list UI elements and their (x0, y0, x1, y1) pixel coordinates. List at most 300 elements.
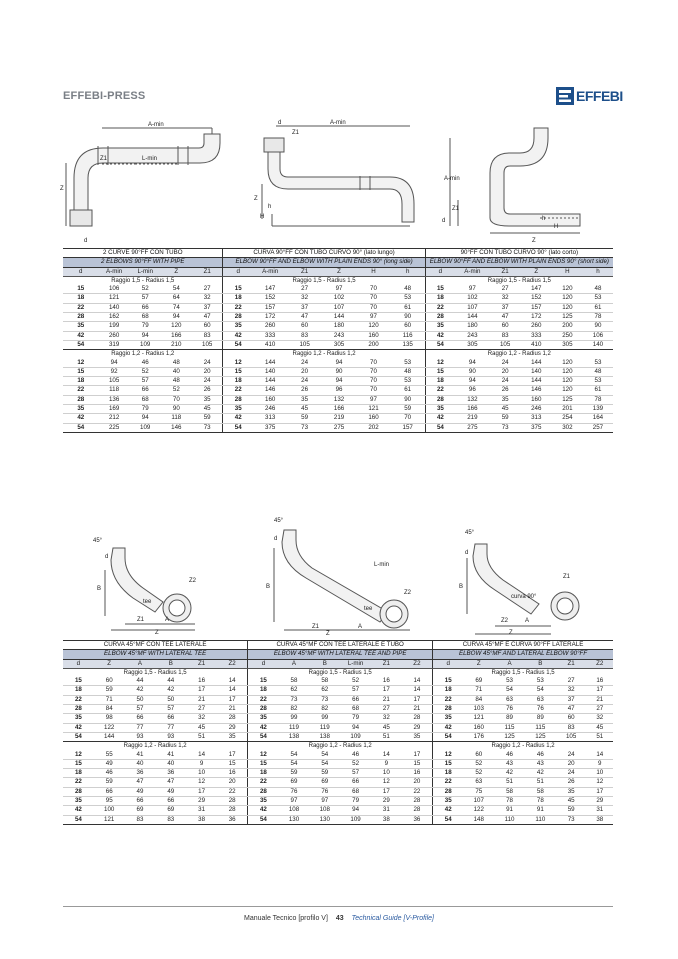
table-cell: 120 (552, 285, 583, 294)
table-cell: 302 (552, 423, 583, 432)
table-cell: 15 (248, 759, 279, 768)
table-cell: 40 (125, 759, 156, 768)
table-cell: 15 (402, 759, 433, 768)
table-cell: 144 (94, 732, 125, 741)
table-cell: 76 (525, 705, 556, 714)
label-z2: Z2 (404, 590, 412, 596)
table-row (63, 359, 613, 368)
table-cell: 140 (521, 367, 552, 376)
table-cell: 41 (155, 751, 186, 760)
table-cell: 169 (99, 405, 130, 414)
table-cell: 20 (217, 778, 248, 787)
table-cell: 100 (94, 806, 125, 815)
label-tee: tee (143, 599, 152, 605)
table-cell: 152 (253, 294, 287, 303)
table-cell: 63 (525, 695, 556, 704)
table-cell: 44 (125, 677, 156, 686)
table2-title-1: CURVA 45°MF CON TEE LATERALE (63, 641, 248, 650)
table-row (63, 340, 613, 349)
table-cell: 22 (223, 303, 253, 312)
table-cell: 90 (583, 322, 613, 331)
column-header: Z (322, 267, 356, 276)
table-cell: 24 (556, 769, 587, 778)
table-cell: 53 (583, 359, 613, 368)
table-cell: 31 (371, 806, 402, 815)
table-cell: 12 (587, 778, 613, 787)
table1-subtitle-2: ELBOW 90°FF AND ELBOW WITH PLAIN ENDS 90° (long side) (223, 258, 425, 267)
table-cell: 83 (490, 331, 521, 340)
table-cell: 28 (433, 705, 464, 714)
table-cell: 27 (556, 677, 587, 686)
table-cell: 166 (161, 331, 192, 340)
column-header: L-min (340, 659, 371, 668)
table-cell: 90 (322, 367, 356, 376)
label-angle: 45° (465, 530, 475, 536)
table-row (63, 705, 613, 714)
table-cell: 59 (94, 778, 125, 787)
table-cell: 110 (525, 815, 556, 824)
table-cell: 160 (521, 395, 552, 404)
table-cell: 68 (340, 787, 371, 796)
table-cell: 144 (253, 377, 287, 386)
label-z1: Z1 (563, 574, 571, 580)
table-cell: 52 (130, 285, 161, 294)
table2-subtitle-1: ELBOW 45°MF WITH LATERAL TEE (63, 650, 248, 659)
table-cell: 35 (63, 322, 99, 331)
label-z: Z (326, 631, 330, 636)
table-cell: 32 (556, 686, 587, 695)
table-cell: 9 (587, 759, 613, 768)
table-cell: 76 (309, 787, 340, 796)
label-l-min: L-min (374, 562, 390, 568)
table-cell: 146 (253, 386, 287, 395)
table-cell: 146 (161, 423, 192, 432)
column-header: h (391, 267, 425, 276)
table-cell: 32 (371, 714, 402, 723)
table-cell: 97 (356, 395, 390, 404)
table-cell: 54 (494, 686, 525, 695)
table-cell: 54 (425, 423, 455, 432)
table-cell: 53 (525, 677, 556, 686)
table-cell: 120 (552, 367, 583, 376)
table-cell: 66 (340, 778, 371, 787)
table-cell: 58 (525, 787, 556, 796)
table-cell: 58 (279, 677, 310, 686)
table-cell: 17 (217, 751, 248, 760)
column-header: A (125, 659, 156, 668)
table-cell: 48 (391, 367, 425, 376)
column-header: Z1 (556, 659, 587, 668)
table-cell: 115 (494, 723, 525, 732)
column-header: Z1 (371, 659, 402, 668)
table-cell: 122 (94, 723, 125, 732)
table-cell: 29 (371, 797, 402, 806)
table2-radius-label: Raggio 1,2 - Radius 1,2 (248, 742, 433, 751)
table-cell: 107 (463, 797, 494, 806)
table-cell: 38 (371, 815, 402, 824)
table-45-elbows (63, 640, 613, 825)
table-cell: 32 (192, 294, 223, 303)
table-cell: 53 (391, 377, 425, 386)
table2-radius-label: Raggio 1,5 - Radius 1,5 (123, 669, 187, 676)
table-cell: 28 (402, 797, 433, 806)
table-cell: 146 (521, 386, 552, 395)
table-cell: 91 (494, 806, 525, 815)
table-cell: 60 (463, 751, 494, 760)
table-cell: 172 (253, 313, 287, 322)
table-cell: 45 (556, 797, 587, 806)
table-cell: 28 (223, 395, 253, 404)
column-header: Z2 (217, 659, 248, 668)
table-cell: 70 (161, 395, 192, 404)
table-cell: 15 (425, 367, 455, 376)
table-cell: 97 (322, 285, 356, 294)
table-cell: 37 (192, 303, 223, 312)
table-cell: 37 (287, 303, 321, 312)
table-cell: 18 (248, 686, 279, 695)
table-cell: 48 (161, 377, 192, 386)
column-header: A-min (99, 267, 130, 276)
table-cell: 35 (217, 732, 248, 741)
table-cell: 132 (322, 395, 356, 404)
table-cell: 78 (525, 797, 556, 806)
table-cell: 60 (490, 322, 521, 331)
table1-radius-label: Raggio 1,5 - Radius 1,5 (425, 276, 613, 285)
table-cell: 54 (248, 732, 279, 741)
table-cell: 91 (525, 806, 556, 815)
table-cell: 22 (63, 695, 94, 704)
table-cell: 47 (490, 313, 521, 322)
table-cell: 94 (99, 359, 130, 368)
table-cell: 243 (322, 331, 356, 340)
table-cell: 60 (556, 714, 587, 723)
table-cell: 61 (391, 303, 425, 312)
table-cell: 50 (155, 695, 186, 704)
table-cell: 24 (287, 359, 321, 368)
table-cell: 102 (322, 294, 356, 303)
table-cell: 17 (402, 695, 433, 704)
table-cell: 68 (130, 395, 161, 404)
table-cell: 16 (402, 769, 433, 778)
table-cell: 15 (217, 759, 248, 768)
table-cell: 52 (340, 759, 371, 768)
table-cell: 18 (63, 769, 94, 778)
table-cell: 18 (63, 377, 99, 386)
table-cell: 122 (463, 806, 494, 815)
column-header: Z (463, 659, 494, 668)
table-cell: 12 (63, 751, 94, 760)
table-cell: 15 (63, 285, 99, 294)
table-row (63, 815, 613, 824)
table-cell: 18 (433, 769, 464, 778)
table-row (63, 331, 613, 340)
table-cell: 121 (463, 714, 494, 723)
table-cell: 49 (155, 787, 186, 796)
table-cell: 46 (94, 769, 125, 778)
table-cell: 16 (186, 677, 217, 686)
table-cell: 36 (125, 769, 156, 778)
table-cell: 18 (63, 686, 94, 695)
table-90-elbows (63, 248, 613, 433)
table-cell: 74 (161, 303, 192, 312)
table-cell: 57 (130, 294, 161, 303)
table-cell: 94 (322, 377, 356, 386)
table-cell: 144 (253, 359, 287, 368)
table-cell: 42 (425, 414, 455, 423)
column-header: Z1 (186, 659, 217, 668)
label-d: d (442, 218, 446, 224)
table-cell: 14 (217, 686, 248, 695)
table-cell: 27 (490, 285, 521, 294)
table-cell: 94 (340, 723, 371, 732)
table-cell: 28 (63, 705, 94, 714)
table-cell: 35 (556, 787, 587, 796)
column-header: Z1 (192, 267, 223, 276)
label-z: Z (532, 238, 536, 244)
table-cell: 68 (130, 313, 161, 322)
drawing-elbow-90-short-side (430, 118, 610, 248)
table-cell: 42 (155, 686, 186, 695)
table-cell: 120 (356, 322, 390, 331)
table-cell: 96 (455, 386, 489, 395)
table-row (63, 414, 613, 423)
table-cell: 59 (287, 414, 321, 423)
column-header: d (433, 659, 464, 668)
table-cell: 9 (371, 759, 402, 768)
table-cell: 305 (455, 340, 489, 349)
table-cell: 162 (99, 313, 130, 322)
table-cell: 166 (455, 405, 489, 414)
table-cell: 9 (186, 759, 217, 768)
table-cell: 17 (587, 686, 613, 695)
table-cell: 319 (99, 340, 130, 349)
table-cell: 66 (155, 797, 186, 806)
table-cell: 110 (494, 815, 525, 824)
column-header: A (279, 659, 310, 668)
table-cell: 48 (583, 367, 613, 376)
table-cell: 15 (223, 367, 253, 376)
table-cell: 257 (583, 423, 613, 432)
table-cell: 83 (125, 815, 156, 824)
table-cell: 219 (455, 414, 489, 423)
table-cell: 180 (322, 322, 356, 331)
table2-radius-label: Raggio 1,5 - Radius 1,5 (248, 668, 433, 677)
table-cell: 40 (155, 759, 186, 768)
table-cell: 22 (402, 787, 433, 796)
table-row (63, 778, 613, 787)
table-cell: 20 (287, 367, 321, 376)
table-cell: 27 (186, 705, 217, 714)
table1-subtitle-1: 2 ELBOWS 90°FF WITH PIPE (63, 258, 223, 267)
column-header: A (494, 659, 525, 668)
table-cell: 144 (521, 377, 552, 386)
table-cell: 250 (552, 331, 583, 340)
table-cell: 17 (186, 787, 217, 796)
table-cell: 14 (402, 677, 433, 686)
table-cell: 28 (402, 806, 433, 815)
table-row (63, 386, 613, 395)
table-cell: 59 (94, 686, 125, 695)
table-row (63, 732, 613, 741)
table-cell: 24 (287, 377, 321, 386)
table-cell: 22 (63, 303, 99, 312)
table-cell: 61 (583, 303, 613, 312)
footer-rule (63, 906, 613, 907)
table-cell: 69 (125, 806, 156, 815)
table-cell: 118 (161, 414, 192, 423)
table-cell: 54 (309, 759, 340, 768)
table-cell: 375 (253, 423, 287, 432)
table-cell: 121 (99, 294, 130, 303)
column-header: Z2 (587, 659, 613, 668)
label-a-min: A-min (330, 120, 346, 126)
table-cell: 120 (552, 303, 583, 312)
table1-radius-label: Raggio 1,2 - Radius 1,2 (223, 350, 425, 359)
table-cell: 12 (425, 359, 455, 368)
table-cell: 45 (192, 405, 223, 414)
table-cell: 71 (463, 686, 494, 695)
table-cell: 160 (253, 395, 287, 404)
table-cell: 35 (248, 797, 279, 806)
column-header: Z (521, 267, 552, 276)
label-a: A (358, 624, 363, 630)
table-cell: 51 (525, 778, 556, 787)
table-cell: 37 (556, 695, 587, 704)
table-cell: 94 (161, 313, 192, 322)
column-header: A-min (253, 267, 287, 276)
table-cell: 107 (455, 303, 489, 312)
table-cell: 79 (130, 322, 161, 331)
table-cell: 164 (583, 414, 613, 423)
table-cell: 157 (391, 423, 425, 432)
label-h-small: h (542, 216, 546, 222)
table-cell: 157 (521, 303, 552, 312)
label-d: d (84, 238, 88, 244)
table-cell: 105 (556, 732, 587, 741)
table-cell: 77 (125, 723, 156, 732)
table-cell: 132 (455, 395, 489, 404)
table-cell: 70 (356, 294, 390, 303)
table-cell: 61 (391, 386, 425, 395)
table-cell: 78 (583, 313, 613, 322)
table-cell: 66 (125, 797, 156, 806)
table-cell: 83 (192, 331, 223, 340)
table-cell: 24 (556, 751, 587, 760)
table-cell: 140 (99, 303, 130, 312)
footer-title-en: Technical Guide [V-Profile] (351, 915, 434, 922)
table-cell: 375 (521, 423, 552, 432)
label-a-min: A-min (148, 122, 164, 128)
table-cell: 21 (217, 705, 248, 714)
drawing-elbow-45-and-elbow-90 (455, 518, 595, 636)
table-row (63, 367, 613, 376)
table-cell: 97 (455, 285, 489, 294)
label-z: Z (509, 630, 513, 636)
table-cell: 98 (94, 714, 125, 723)
table-cell: 18 (223, 377, 253, 386)
table1-title-3: 90°FF CON TUBO CURVO 90° (lato corto) (425, 249, 613, 258)
table-cell: 18 (425, 377, 455, 386)
table-cell: 107 (322, 303, 356, 312)
table-cell: 275 (322, 423, 356, 432)
table-cell: 109 (340, 732, 371, 741)
table-cell: 42 (494, 769, 525, 778)
table-cell: 42 (248, 723, 279, 732)
table-cell: 73 (556, 815, 587, 824)
table-cell: 99 (279, 714, 310, 723)
table2-title-3: CURVA 45°MF E CURVA 90°FF LATERALE (433, 641, 613, 650)
table-cell: 333 (521, 331, 552, 340)
table-cell: 54 (161, 285, 192, 294)
table-cell: 35 (63, 405, 99, 414)
table-cell: 36 (217, 815, 248, 824)
table-cell: 172 (521, 313, 552, 322)
table-cell: 35 (433, 797, 464, 806)
table-cell: 76 (494, 705, 525, 714)
table-cell: 70 (356, 377, 390, 386)
table-cell: 22 (425, 303, 455, 312)
table-cell: 47 (192, 313, 223, 322)
table-row (63, 285, 613, 294)
table-cell: 15 (425, 285, 455, 294)
table-cell: 32 (587, 714, 613, 723)
table-cell: 17 (186, 686, 217, 695)
table-cell: 47 (155, 778, 186, 787)
table-cell: 84 (94, 705, 125, 714)
table-cell: 108 (279, 806, 310, 815)
table-cell: 140 (583, 340, 613, 349)
table-cell: 35 (63, 714, 94, 723)
table-cell: 305 (322, 340, 356, 349)
table-cell: 28 (248, 787, 279, 796)
label-z1: Z1 (100, 156, 108, 162)
table-cell: 52 (463, 759, 494, 768)
table-cell: 42 (223, 414, 253, 423)
table-cell: 97 (309, 797, 340, 806)
table-cell: 90 (391, 313, 425, 322)
table-cell: 45 (287, 405, 321, 414)
table-cell: 26 (287, 386, 321, 395)
table2-radius-label: Raggio 1,2 - Radius 1,2 (433, 742, 613, 751)
label-h-large: H (260, 214, 265, 220)
table-cell: 92 (99, 367, 130, 376)
table-cell: 16 (371, 677, 402, 686)
table-cell: 66 (125, 714, 156, 723)
table-cell: 144 (521, 359, 552, 368)
table-cell: 84 (463, 695, 494, 704)
table-cell: 59 (279, 769, 310, 778)
effebi-logo-icon (556, 87, 574, 105)
column-header: Z2 (402, 659, 433, 668)
table-cell: 94 (322, 359, 356, 368)
table-cell: 37 (490, 303, 521, 312)
logo-text: EFFEBI (576, 88, 623, 104)
table-cell: 12 (223, 359, 253, 368)
table-cell: 29 (587, 797, 613, 806)
table-cell: 180 (455, 322, 489, 331)
column-header: A-min (455, 267, 489, 276)
table-cell: 157 (253, 303, 287, 312)
table-cell: 138 (279, 732, 310, 741)
table-row (63, 714, 613, 723)
table-cell: 136 (99, 395, 130, 404)
table-cell: 89 (525, 714, 556, 723)
effebi-logo (556, 86, 623, 106)
table-cell: 70 (356, 359, 390, 368)
table-cell: 45 (186, 723, 217, 732)
table-cell: 45 (587, 723, 613, 732)
table-cell: 71 (94, 695, 125, 704)
